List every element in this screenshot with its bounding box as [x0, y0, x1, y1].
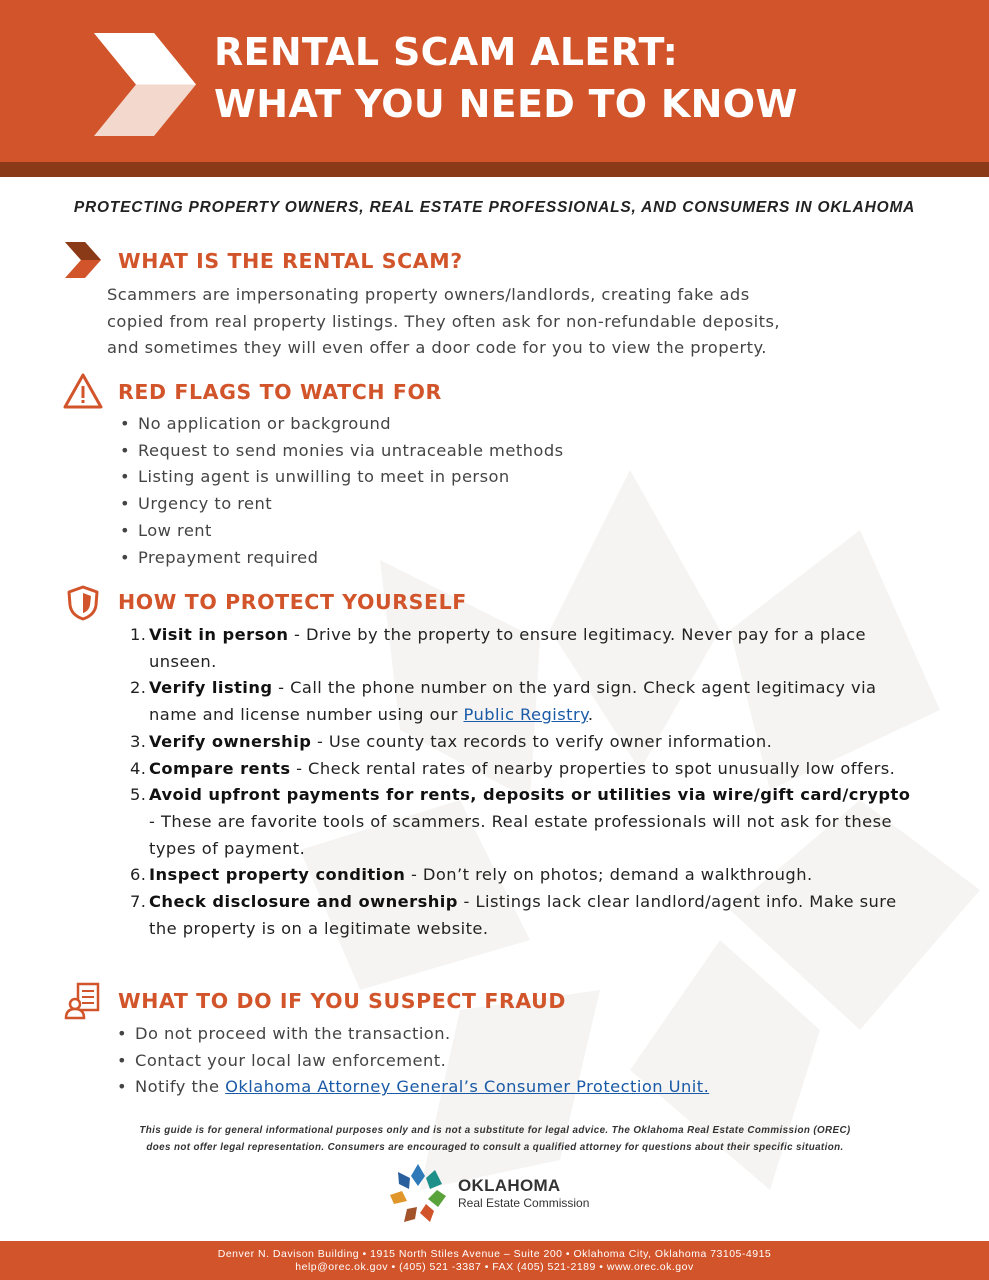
fraud-actions-list — [117, 1021, 709, 1101]
protect-steps-list — [130, 622, 920, 942]
list-item: 3. Verify ownership - Use county tax records to verify owner information. — [130, 731, 773, 751]
subtitle: PROTECTING PROPERTY OWNERS, REAL ESTATE PROFESSIONALS, AND CONSUMERS IN OKLAHOMA — [73, 199, 916, 216]
footer-address: Denver N. Davison Building • 1915 North Stiles Avenue – Suite 200 • Oklahoma City, Oklahoma 73105-4915 — [217, 1248, 772, 1260]
footer — [0, 1241, 989, 1280]
logo-subname: Real Estate Commission — [458, 1196, 590, 1210]
list-item: • Listing agent is unwilling to meet in person — [120, 464, 564, 491]
list-item: • Low rent — [120, 518, 564, 545]
public-registry-link[interactable]: Public Registry — [463, 705, 588, 725]
list-item: 6. Inspect property condition - Don’t rely on photos; demand a walkthrough. — [130, 865, 813, 885]
red-flags-list — [120, 411, 564, 571]
section-title-red-flags: RED FLAGS TO WATCH FOR — [118, 380, 442, 404]
disclaimer — [60, 1122, 930, 1156]
disclaimer-line-2: does not offer legal representation. Consumers are encouraged to consult a qualified attorney for questions about their specific situation. — [146, 1142, 844, 1153]
section-title-fraud: WHAT TO DO IF YOU SUSPECT FRAUD — [118, 989, 567, 1013]
what-is-line-1: Scammers are impersonating property owners/landlords, creating fake ads — [107, 285, 750, 304]
warning-triangle-icon — [62, 372, 104, 410]
what-is-line-2: copied from real property listings. They often ask for non-refundable deposits, — [107, 311, 781, 331]
page-title — [214, 26, 798, 130]
list-item: • Request to send monies via untraceable methods — [120, 438, 564, 465]
list-item: 1. Visit in person - Drive by the property to ensure legitimacy. Never pay for a place unseen. — [130, 625, 867, 671]
list-item: • Contact your local law enforcement. — [117, 1048, 709, 1075]
orec-logo-icon — [388, 1162, 448, 1224]
header-stripe — [0, 162, 989, 177]
chevron-bullet-icon — [65, 242, 101, 278]
list-item: 2. Verify listing - Call the phone number on the yard sign. Check agent legitimacy via name and license number using our Public Registry. — [130, 678, 877, 725]
list-item: • Do not proceed with the transaction. — [117, 1021, 709, 1048]
title-line-2: WHAT YOU NEED TO KNOW — [214, 82, 798, 126]
list-item: • Prepayment required — [120, 545, 564, 572]
title-line-1: RENTAL SCAM ALERT: — [214, 30, 679, 74]
shield-icon — [67, 585, 99, 621]
section-title-what-is: WHAT IS THE RENTAL SCAM? — [118, 249, 463, 273]
section-title-protect: HOW TO PROTECT YOURSELF — [118, 590, 467, 614]
list-item: • Urgency to rent — [120, 491, 564, 518]
list-item: • Notify the Oklahoma Attorney General’s Consumer Protection Unit. — [117, 1074, 709, 1101]
what-is-line-3: and sometimes they will even offer a door code for you to view the property. — [107, 338, 767, 358]
list-item: • No application or background — [120, 411, 564, 438]
attorney-general-link[interactable]: Oklahoma Attorney General’s Consumer Protection Unit. — [225, 1077, 710, 1097]
footer-contact: help@orec.ok.gov • (405) 521 -3387 • FAX (405) 521-2189 • www.orec.ok.gov — [295, 1260, 694, 1273]
list-item: 7. Check disclosure and ownership - Listings lack clear landlord/agent info. Make sure the property is on a legitimate website. — [130, 892, 897, 938]
list-item: 5. Avoid upfront payments for rents, deposits or utilities via wire/gift card/crypto - These are favorite tools of scammers. Real estate professionals will not ask for these types of payment. — [130, 785, 911, 858]
report-checklist-icon — [64, 982, 102, 1020]
logo-name: OKLAHOMA — [458, 1176, 561, 1195]
what-is-paragraph — [107, 282, 917, 362]
disclaimer-line-1: This guide is for general informational purposes only and is not a substitute for legal advice. The Oklahoma Real Estate Commission (OREC) — [139, 1125, 851, 1136]
list-item: 4. Compare rents - Check rental rates of nearby properties to spot unusually low offers. — [130, 758, 896, 778]
chevron-arrow-icon — [94, 33, 196, 136]
